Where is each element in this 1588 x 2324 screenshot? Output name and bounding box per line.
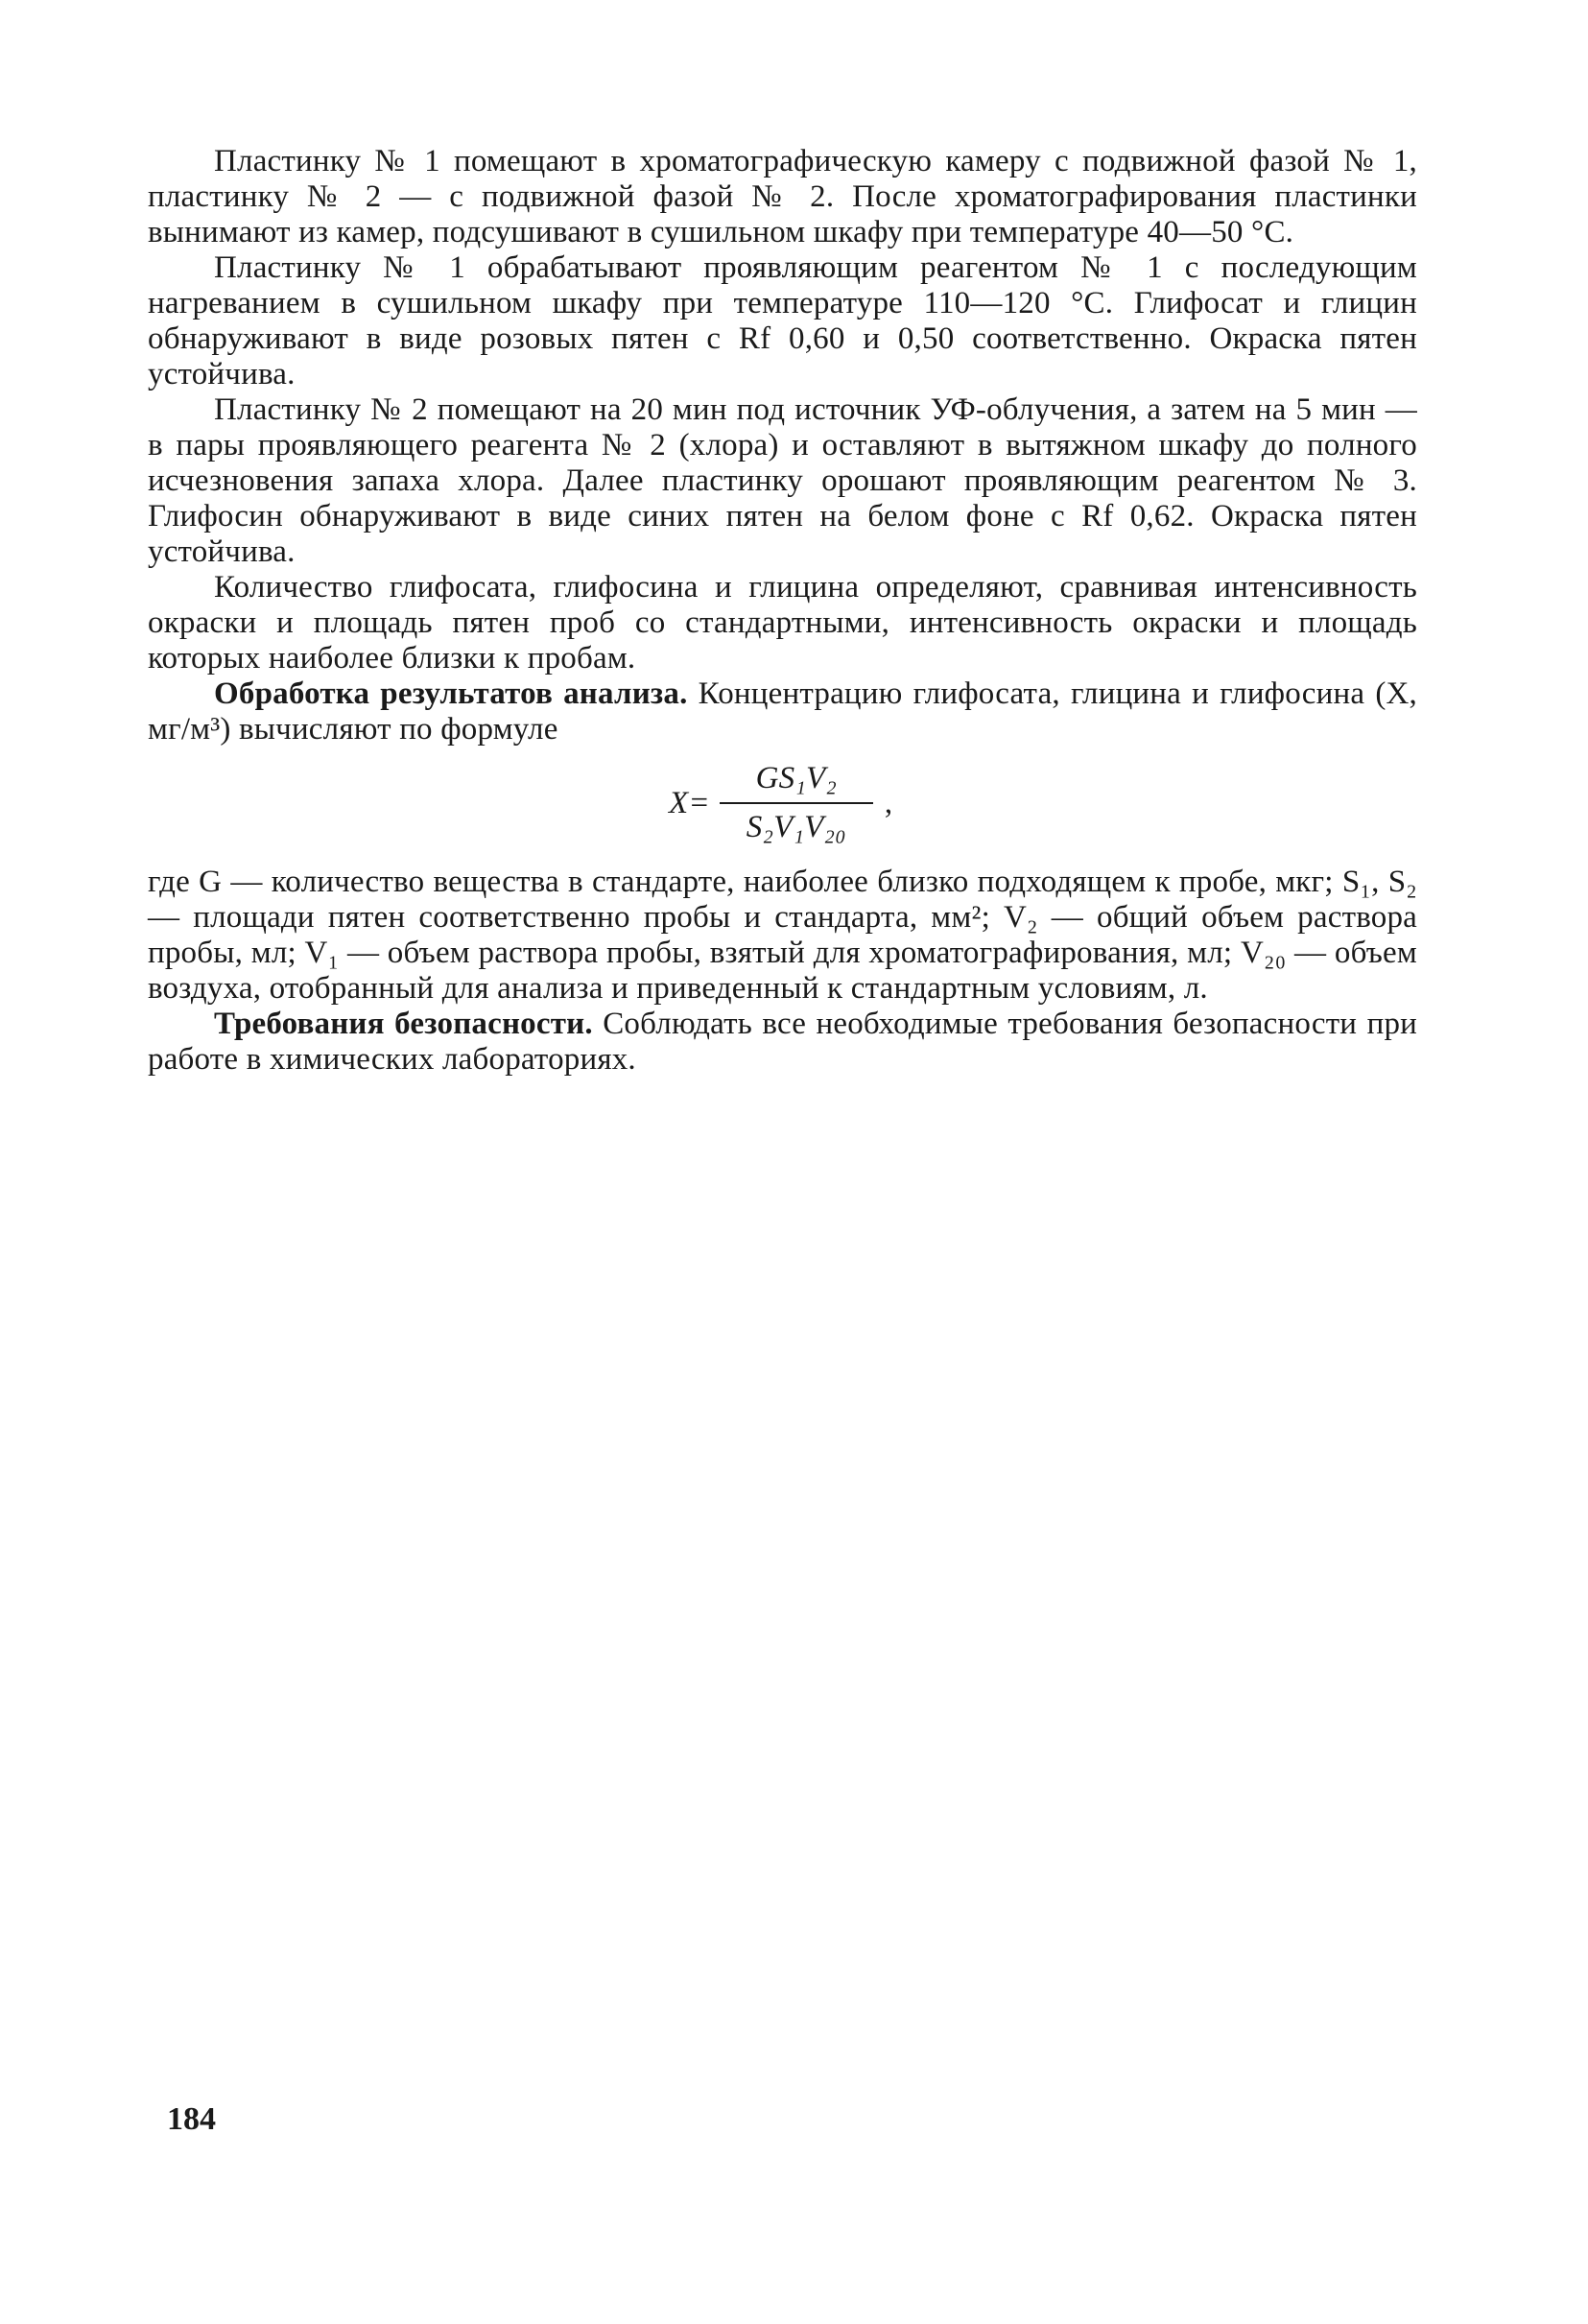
page-number: 184 [167, 2101, 216, 2137]
paragraph-text: Пластинку № 1 помещают в хроматографическую камеру с подвижной фазой № 1, пластинку № 2 — с подвижной фазой № 2. После хроматографирования пластинки вынимают из камер, подсушивают в сушильном шкафу при температуре 40—50 °С. [148, 144, 1417, 249]
paragraph-plate-2-development [148, 392, 1417, 570]
paragraph-chromatography-chambers [148, 144, 1417, 250]
formula-lhs: X= [669, 785, 710, 820]
paragraph-text: где G — количество вещества в стандарте, наиболее близко подходящем к пробе, мкг; S₁, S₂ — площади пятен соответственно пробы и стандарта, мм²; V₂ — общий объем раствора пробы, мл; V₁ — объем раствора пробы, взятый для хроматографирования, мл; V₂₀ — объем воздуха, отобранный для анализа и приведенный к стандартным условиям, л. [148, 865, 1417, 1006]
paragraph-results-processing [148, 676, 1417, 747]
concentration-formula [148, 753, 1417, 859]
section-heading-safety: Требования безопасности. [214, 1007, 593, 1041]
body-text [148, 144, 1417, 1078]
paragraph-text: Пластинку № 1 обрабатывают проявляющим реагентом № 1 с последующим нагреванием в сушильном шкафу при температуре 110—120 °С. Глифосат и глицин обнаруживают в виде розовых пятен с Rf 0,60 и 0,50 соответственно. Окраска пятен устойчива. [148, 250, 1417, 391]
formula-numerator: GS₁V₂ [755, 761, 838, 795]
paragraph-quantification [148, 570, 1417, 676]
formula-denominator: S₂V₁V₂₀ [746, 810, 846, 844]
paragraph-plate-1-development [148, 250, 1417, 392]
paragraph-safety-requirements [148, 1007, 1417, 1078]
formula-trailing-comma: , [884, 785, 893, 820]
paragraph-text: Количество глифосата, глифосина и глицина определяют, сравнивая интенсивность окраски и площадь пятен проб со стандартными, интенсивность окраски и площадь которых наиболее близки к пробам. [148, 570, 1417, 676]
paragraph-variable-definitions [148, 865, 1417, 1007]
formula-fraction [720, 761, 873, 845]
section-heading-results: Обработка результатов анализа. [214, 676, 688, 711]
paragraph-text: Соблюдать все необходимые требования безопасности при работе в химических лабораториях. [148, 1007, 1418, 1077]
paragraph-text: Пластинку № 2 помещают на 20 мин под источник УФ-облучения, а затем на 5 мин — в пары проявляющего реагента № 2 (хлора) и оставляют в вытяжном шкафу до полного исчезновения запаха хлора. Далее пластинку орошают проявляющим реагентом № 3. Глифосин обнаруживают в виде синих пятен на белом фоне с Rf 0,62. Окраска пятен устойчива. [148, 392, 1417, 569]
paragraph-text: Концентрацию глифосата, глицина и глифосина (X, мг/м³) вычисляют по формуле [148, 676, 1417, 747]
